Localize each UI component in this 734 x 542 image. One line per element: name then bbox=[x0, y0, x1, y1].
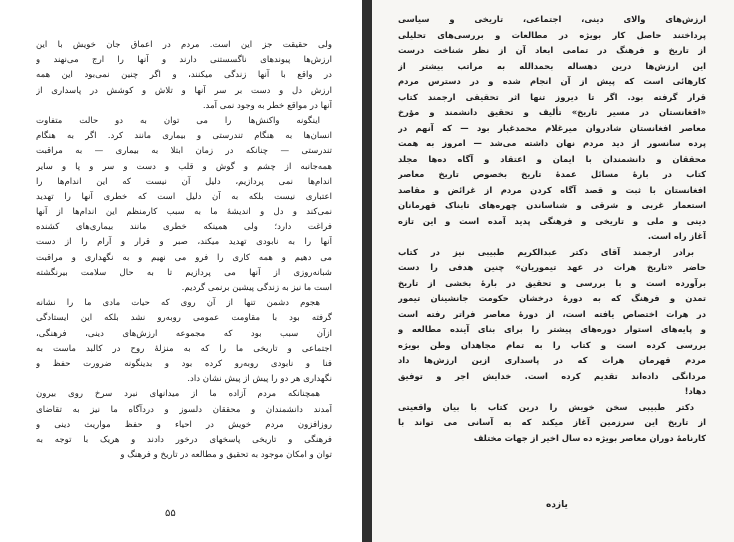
text-line: تندرستی — چنانکه در زمان ابتلا به بیماری — به مراقبت bbox=[36, 146, 332, 157]
text-line: دینی و ملی و تاریخی و فرهنگی پدید آمده است و این تازه bbox=[398, 215, 706, 226]
text-line: مردانگی داده‌اند تقدیم کرده است. خدایش اجر و توفیق bbox=[398, 370, 706, 381]
text-line: برادر ارجمند آقای دکتر عبدالکریم طبیبی نیز در کتاب bbox=[398, 246, 694, 257]
text-line: آمدند دانشمندان و محققان دلسوز و دردآگاه ما نیز به تقاضای bbox=[36, 404, 332, 415]
right-page bbox=[372, 0, 734, 542]
left-page-text bbox=[36, 38, 332, 463]
right-page-number: یازده bbox=[546, 500, 568, 510]
paragraph bbox=[398, 245, 706, 400]
text-line: در هرات اختصاص یافته است، از دورهٔ معاصر فراتر رفته است bbox=[398, 308, 706, 319]
text-line: است ما نیز به زندگی پیشین برنمی گردیم. bbox=[181, 283, 332, 293]
text-line: انسان‌ها به هنگام تندرستی و بیماری مانند کرد. اگر به هنگام bbox=[36, 131, 332, 142]
text-line: اجتماعی و تاریخی ما را که به منزلهٔ روح در کالبد ماست به bbox=[36, 343, 332, 354]
paragraph bbox=[398, 400, 706, 447]
text-line: فرهنگی و تاریخی پاسخهای درخور دادند و هریک با توجه به bbox=[36, 434, 332, 445]
text-line: آغاز راه است. bbox=[647, 231, 706, 241]
text-line: آنها در مواقع خطر به وجود نمی آمد. bbox=[202, 100, 332, 111]
text-line: قرار گرفته بود. اگر تا دیروز تنها اثر تحقیقی ارجمند کتاب bbox=[398, 91, 706, 102]
text-line: شبانه‌روزی از آنها می پردازیم تا به حال سلامت بیرنگشته bbox=[36, 267, 332, 278]
text-line: برآورده است و با بررسی و تحقیق در بارهٔ بخشی از تاریخ bbox=[398, 277, 706, 288]
text-line: گرفته بود با مقاومت عمومی روبه‌رو نشد بلکه این ایستادگی bbox=[36, 313, 332, 324]
text-line: هجوم دشمن تنها از آن روی که حیات مادی ما را نشانه bbox=[36, 298, 320, 309]
text-line: اندام‌ها نمی پردازیم، دلیل آن نیست که این اندام‌ها را bbox=[36, 176, 332, 187]
text-line: آنها را به نابودی تهدید میکند، صبر و قرار و آرام را از دست bbox=[36, 237, 332, 248]
text-line: نگهداری هر دو را پیش از پیش نشان داد. bbox=[187, 374, 332, 385]
text-line: معاصر افغانستان شادروان میرغلام محمدغبار بود — که آنهم در bbox=[398, 122, 706, 133]
text-line: از تاریخ و فرهنگ در تمامی ابعاد آن از نظر شناخت درست bbox=[398, 45, 706, 55]
text-line: بررسی کرده است و کتاب را به تمام مجاهدان وطن بویژه bbox=[398, 339, 706, 350]
text-line: فراغت دارد؛ ولی همینکه خطری مانند بیماری‌های کشنده bbox=[36, 222, 332, 233]
text-line: ارزش دل و دست بر سر آنها و تلاش و کوشش در پاسداری از bbox=[36, 85, 332, 96]
book-gutter bbox=[362, 0, 372, 542]
text-line: این ارزش‌ها درین دهساله بحمدالله به مراتب بیشتر از bbox=[398, 60, 706, 71]
text-line: حاضر «تاریخ هرات در عهد تیموریان» چنین هدفی را دست bbox=[398, 262, 706, 272]
text-line: کارنامهٔ دوران معاصر بویژه ده سال اخیر از جهات مختلف bbox=[473, 432, 706, 443]
text-line: کارهائی است که پیش از آن انجام شده و در دسترس مردم bbox=[398, 76, 706, 86]
text-line: دکتر طبیبی سخن خویش را درین کتاب با بیان واقعیتی bbox=[398, 401, 694, 412]
paragraph bbox=[398, 12, 706, 245]
text-line: پرده سانسور از دید مردم نهان داشته می‌شد — امروز به همت bbox=[398, 138, 706, 148]
right-page-text bbox=[398, 12, 706, 446]
text-line: می دهیم و همه کاری را فرو می نهیم و به نگهداری و مراقبت bbox=[36, 252, 332, 263]
text-line: کتاب در بارهٔ مسائل عمدهٔ تاریخ بخصوص تاریخ معاصر bbox=[398, 169, 706, 179]
text-line: توان و امکان موجود به تحقیق و مطالعه در تاریخ و فرهنگ و bbox=[120, 450, 332, 461]
text-line: اعتباری نیست بلکه به آن دلیل است که خطری آنها را تهدید bbox=[36, 191, 332, 202]
paragraph bbox=[36, 114, 332, 296]
paragraph bbox=[36, 38, 332, 114]
text-line: تمدن و فرهنگ که به دورهٔ درخشان حکومت جانشینان تیمور bbox=[398, 293, 706, 303]
text-line: و پایه‌های استوار دوره‌های پیشتر را برای بنای آینده مطالعه و bbox=[398, 324, 706, 334]
text-line: ازآن سبب بود که مجموعه ارزش‌های دینی، فرهنگی، bbox=[36, 328, 332, 339]
text-line: پرداختند حاصل کار بویژه در مطالعات و بررسی‌های تحلیلی bbox=[398, 29, 706, 40]
text-line: اینگونه واکنش‌ها را می توان به دو حالت متفاوت bbox=[36, 115, 320, 126]
paragraph bbox=[36, 296, 332, 387]
text-line: افغانستان با ثبت و قصد آگاه کردن مردم از غرائض و مقاصد bbox=[398, 184, 706, 195]
left-page bbox=[0, 0, 362, 542]
text-line: همه‌جانبه از چشم و گوش و قلب و دست و سر و پا و سایر bbox=[36, 161, 332, 172]
paragraph bbox=[36, 387, 332, 463]
text-line: در واقع با آنها زندگی میکنند، و اگر چنین نمی‌بود این همه bbox=[36, 70, 332, 81]
text-line: محققان و دانشمندان با ایمان و اعتقاد و آگاه ده‌ها مجلد bbox=[398, 153, 706, 164]
text-line: ارزش‌های والای دینی، اجتماعی، تاریخی و سیاسی bbox=[398, 14, 706, 24]
text-line: ولی حقیقت جز این است. مردم در اعماق جان خویش با این bbox=[36, 40, 332, 50]
text-line: فنا و نابودی روبه‌رو کرده بود و بدینگونه ضرورت حفظ و bbox=[36, 358, 332, 369]
text-line: مردم قهرمان هرات که در پاسداری ازین ارزش‌ها داد bbox=[398, 355, 706, 365]
text-line: همچنانکه مردم آزاده ما از میدانهای نبرد سرخ روی بیرون bbox=[36, 389, 320, 400]
text-line: «افغانستان در مسیر تاریخ» تألیف و تحقیق دانشمند و مؤرخ bbox=[398, 107, 706, 117]
text-line: روزافزون مردم خویش در احیاء و حفظ مواریث دینی و bbox=[36, 419, 332, 430]
text-line: دهاد! bbox=[684, 386, 706, 396]
text-line: نمی‌کند و دل و اندیشهٔ ما به سبب کارمنظم این اندام‌ها از آنها bbox=[36, 207, 332, 218]
text-line: از تاریخ این سرزمین آغاز میکند که به آسانی می تواند با bbox=[398, 417, 706, 427]
left-page-number: ۵۵ bbox=[165, 508, 176, 519]
text-line: ارزش‌ها پیوندهای ناگسستنی دارند و آنها را ارج می‌نهند و bbox=[36, 55, 332, 66]
text-line: استعمار غربی و شرقی و شناساندن چهره‌های تابناک قهرمانان bbox=[398, 200, 706, 210]
